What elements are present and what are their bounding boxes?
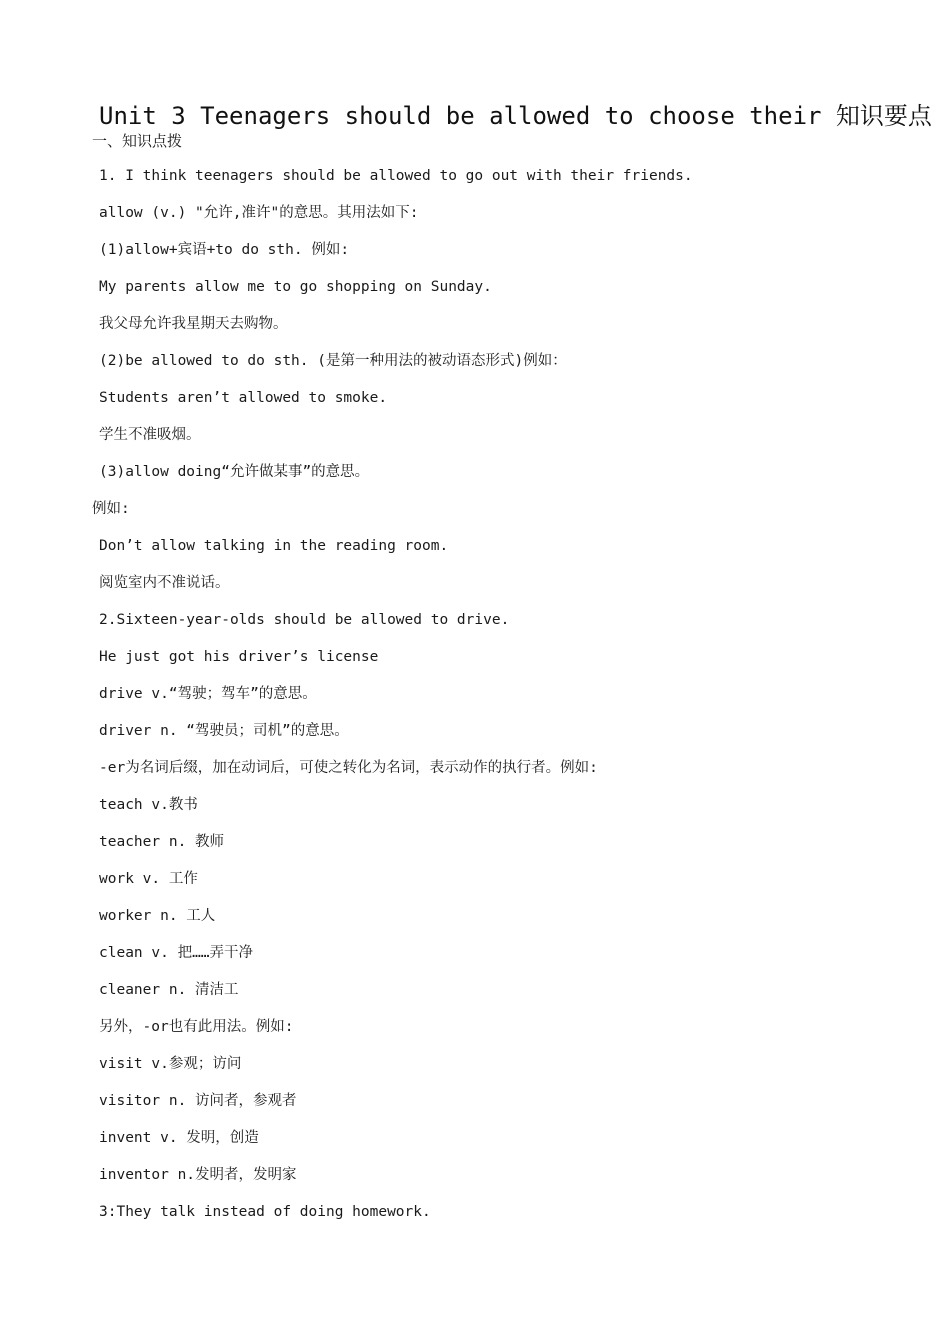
text-line: (2)be allowed to do sth. (是第一种用法的被动语态形式)例如： <box>99 353 567 369</box>
text-line: (1)allow+宾语+to do sth. 例如: <box>99 242 350 258</box>
text-line: 1. I think teenagers should be allowed to go out with their friends. <box>99 168 693 184</box>
document-title: Unit 3 Teenagers should be allowed to choose their 知识要点 <box>99 102 932 130</box>
text-line: 2.Sixteen-year-olds should be allowed to drive. <box>99 612 510 628</box>
text-line: visitor n. 访问者，参观者 <box>99 1093 297 1109</box>
text-line: invent v. 发明，创造 <box>99 1130 259 1146</box>
text-line: driver n. “驾驶员；司机”的意思。 <box>99 723 349 739</box>
text-line: teach v.教书 <box>99 797 198 813</box>
text-line: drive v.“驾驶；驾车”的意思。 <box>99 686 317 702</box>
content-lines <box>92 164 693 1237</box>
text-line: -er为名词后缀，加在动词后，可使之转化为名词，表示动作的执行者。例如: <box>99 760 598 776</box>
text-line: Students aren’t allowed to smoke. <box>99 390 388 406</box>
text-line: 另外，-or也有此用法。例如: <box>99 1019 294 1035</box>
text-line: 阅览室内不准说话。 <box>99 575 230 591</box>
text-line: 3:They talk instead of doing homework. <box>99 1204 431 1220</box>
text-line: inventor n.发明者，发明家 <box>99 1167 297 1183</box>
text-line: 我父母允许我星期天去购物。 <box>99 316 288 332</box>
text-line: work v. 工作 <box>99 871 198 887</box>
text-line: clean v. 把……弄干净 <box>99 945 254 961</box>
text-line: teacher n. 教师 <box>99 834 225 850</box>
text-line: Don’t allow talking in the reading room. <box>99 538 449 554</box>
text-line: visit v.参观；访问 <box>99 1056 242 1072</box>
text-line: allow (v.) "允许,准许"的意思。其用法如下: <box>99 205 419 221</box>
section-heading: 一、知识点拨 <box>92 132 183 150</box>
text-line: My parents allow me to go shopping on Sunday. <box>99 279 492 295</box>
text-line: 例如: <box>92 501 130 517</box>
text-line: worker n. 工人 <box>99 908 216 924</box>
text-line: (3)allow doing“允许做某事”的意思。 <box>99 464 370 480</box>
text-line: 学生不准吸烟。 <box>99 427 201 443</box>
text-line: He just got his driver’s license <box>99 649 379 665</box>
text-line: cleaner n. 清洁工 <box>99 982 239 998</box>
